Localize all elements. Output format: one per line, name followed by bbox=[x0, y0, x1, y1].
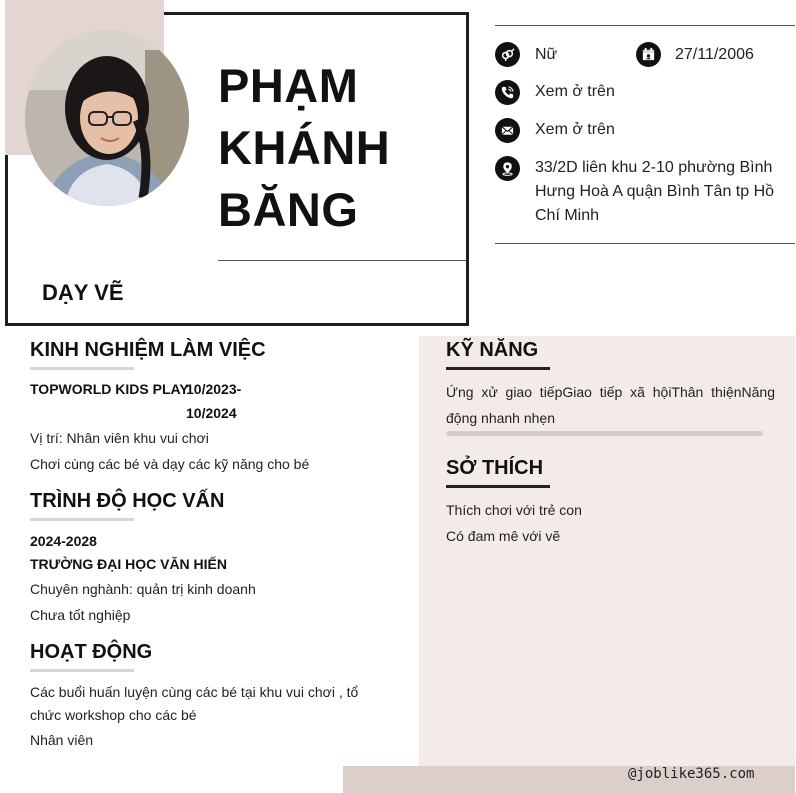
hobbies-title: SỞ THÍCH bbox=[446, 457, 544, 479]
birthday-value: 27/11/2006 bbox=[675, 46, 754, 63]
contact-divider-bottom bbox=[495, 243, 795, 244]
activities-role: Nhân viên bbox=[30, 732, 94, 748]
education-period: 2024-2028 bbox=[30, 533, 97, 549]
hobby-item: Thích chơi với trẻ con bbox=[446, 502, 582, 518]
job-title: DẠY VẼ bbox=[42, 280, 124, 305]
full-name bbox=[218, 55, 390, 241]
address-value bbox=[535, 156, 774, 228]
education-status: Chưa tốt nghiệp bbox=[30, 607, 131, 623]
footer-watermark: @joblike365.com bbox=[628, 766, 755, 782]
experience-underline bbox=[30, 367, 134, 370]
address-line: Chí Minh bbox=[535, 207, 600, 224]
name-line: PHẠM bbox=[218, 59, 359, 112]
skills-title: KỸ NĂNG bbox=[446, 339, 539, 361]
hobbies-underline bbox=[446, 485, 550, 488]
experience-description: Chơi cùng các bé và dạy các kỹ năng cho bé bbox=[30, 456, 310, 472]
calendar-icon bbox=[636, 42, 661, 67]
experience-title: KINH NGHIỆM LÀM VIỆC bbox=[30, 339, 266, 361]
email-value: Xem ở trên bbox=[535, 121, 615, 138]
skills-line: Ứng xử giao tiếpGiao tiếp xã hộiThân thiệnNăng bbox=[446, 384, 775, 400]
skill-level-bar bbox=[446, 431, 763, 436]
activities-underline bbox=[30, 669, 134, 672]
address-line: 33/2D liên khu 2-10 phường Bình bbox=[535, 159, 773, 176]
education-school: TRƯỜNG ĐẠI HỌC VĂN HIẾN bbox=[30, 556, 228, 572]
name-divider bbox=[218, 260, 466, 261]
phone-value: Xem ở trên bbox=[535, 83, 615, 100]
experience-company: TOPWORLD KIDS PLAY bbox=[30, 381, 189, 397]
email-icon bbox=[495, 118, 520, 143]
phone-icon bbox=[495, 80, 520, 105]
experience-period-end: 10/2024 bbox=[186, 405, 237, 421]
education-underline bbox=[30, 518, 134, 521]
skills-line: động nhanh nhẹn bbox=[446, 410, 555, 426]
avatar-photo bbox=[25, 30, 189, 206]
experience-period-start: 10/2023- bbox=[186, 381, 242, 397]
gender-icon bbox=[495, 42, 520, 67]
gender-value: Nữ bbox=[535, 46, 558, 63]
address-line: Hưng Hoà A quận Bình Tân tp Hồ bbox=[535, 183, 775, 200]
name-line: BĂNG bbox=[218, 183, 359, 236]
activities-title: HOẠT ĐỘNG bbox=[30, 641, 153, 663]
name-line: KHÁNH bbox=[218, 121, 391, 174]
skills-underline bbox=[446, 367, 550, 370]
activities-description-line: Các buổi huấn luyện cùng các bé tại khu vui chơi , tổ bbox=[30, 684, 359, 700]
avatar bbox=[25, 30, 189, 206]
experience-position: Vị trí: Nhân viên khu vui chơi bbox=[30, 430, 209, 446]
education-major: Chuyên nghành: quản trị kinh doanh bbox=[30, 581, 256, 597]
contact-divider-top bbox=[495, 25, 795, 26]
activities-description-line: chức workshop cho các bé bbox=[30, 707, 197, 723]
skills-text bbox=[446, 379, 775, 431]
hobby-item: Có đam mê với vẽ bbox=[446, 528, 561, 544]
education-title: TRÌNH ĐỘ HỌC VẤN bbox=[30, 490, 225, 512]
location-icon bbox=[495, 156, 520, 181]
